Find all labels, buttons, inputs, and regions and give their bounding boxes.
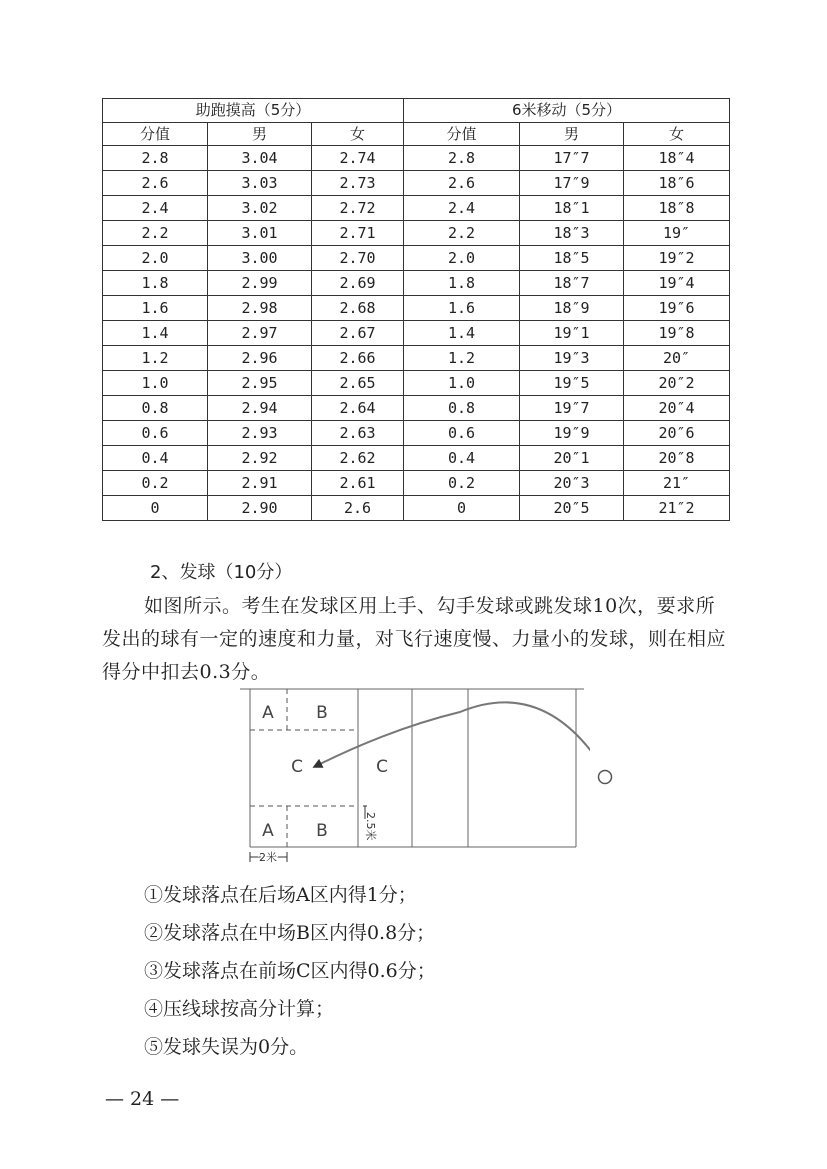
table-cell: 2.66 <box>312 346 404 371</box>
table-cell: 0.2 <box>103 471 208 496</box>
table-cell: 2.91 <box>208 471 312 496</box>
table-cell: 2.61 <box>312 471 404 496</box>
scoring-rule: ②发球落点在中场B区内得0.8分； <box>144 922 436 944</box>
table-cell: 1.4 <box>404 321 520 346</box>
column-header: 女 <box>312 123 404 146</box>
score-table <box>102 98 730 521</box>
serve-trajectory-arrow <box>316 702 590 766</box>
table-cell: 21″2 <box>624 496 730 521</box>
dim-depth-label: 2.5米 <box>364 812 377 841</box>
table-cell: 1.4 <box>103 321 208 346</box>
table-cell: 19″3 <box>520 346 624 371</box>
table-cell: 2.8 <box>404 146 520 171</box>
zone-a-bottom-label: A <box>262 821 274 841</box>
table-cell: 2.4 <box>404 196 520 221</box>
table-cell: 18″1 <box>520 196 624 221</box>
table-cell: 19″2 <box>624 246 730 271</box>
table-row <box>103 221 730 246</box>
table-cell: 20″6 <box>624 421 730 446</box>
table-cell: 2.98 <box>208 296 312 321</box>
table-row <box>103 246 730 271</box>
zone-c-front-label: C <box>376 757 388 777</box>
table-cell: 0.4 <box>103 446 208 471</box>
table-cell: 18″8 <box>624 196 730 221</box>
table-cell: 3.02 <box>208 196 312 221</box>
table-cell: 2.71 <box>312 221 404 246</box>
page-number: — 24 — <box>105 1088 180 1110</box>
table-cell: 2.64 <box>312 396 404 421</box>
scoring-rules-list <box>144 876 436 1066</box>
table-cell: 0.8 <box>404 396 520 421</box>
table-cell: 20″3 <box>520 471 624 496</box>
scoring-rule: ③发球落点在前场C区内得0.6分； <box>144 960 436 982</box>
table-cell: 20″1 <box>520 446 624 471</box>
table-row <box>103 371 730 396</box>
table-cell: 2.69 <box>312 271 404 296</box>
table-cell: 19″7 <box>520 396 624 421</box>
table-cell: 2.94 <box>208 396 312 421</box>
table-cell: 1.6 <box>404 296 520 321</box>
table-cell: 2.72 <box>312 196 404 221</box>
table-cell: 3.01 <box>208 221 312 246</box>
table-cell: 18″3 <box>520 221 624 246</box>
table-cell: 2.68 <box>312 296 404 321</box>
table-cell: 19″4 <box>624 271 730 296</box>
table-cell: 2.70 <box>312 246 404 271</box>
zone-a-top-label: A <box>262 703 274 723</box>
table-cell: 2.6 <box>103 171 208 196</box>
zone-c-back-label: C <box>291 757 303 777</box>
table-cell: 2.62 <box>312 446 404 471</box>
table-cell: 0.2 <box>404 471 520 496</box>
group-header-6m-shuttle: 6米移动（5分） <box>404 99 730 123</box>
zone-b-bottom-label: B <box>316 821 328 841</box>
table-cell: 2.6 <box>312 496 404 521</box>
table-row <box>103 271 730 296</box>
table-cell: 1.8 <box>404 271 520 296</box>
table-cell: 21″ <box>624 471 730 496</box>
zone-b-top-label: B <box>316 703 328 723</box>
table-cell: 2.95 <box>208 371 312 396</box>
table-cell: 1.0 <box>404 371 520 396</box>
scoring-rule: ⑤发球失误为0分。 <box>144 1036 309 1058</box>
table-cell: 18″5 <box>520 246 624 271</box>
table-cell: 2.2 <box>404 221 520 246</box>
table-cell: 18″4 <box>624 146 730 171</box>
scoring-rule: ④压线球按高分计算； <box>144 998 335 1020</box>
table-cell: 1.8 <box>103 271 208 296</box>
table-row <box>103 171 730 196</box>
table-cell: 1.2 <box>404 346 520 371</box>
column-header: 男 <box>208 123 312 146</box>
table-cell: 2.67 <box>312 321 404 346</box>
table-cell: 20″8 <box>624 446 730 471</box>
table-cell: 1.6 <box>103 296 208 321</box>
table-cell: 20″2 <box>624 371 730 396</box>
column-header: 女 <box>624 123 730 146</box>
table-cell: 0 <box>103 496 208 521</box>
table-cell: 19″ <box>624 221 730 246</box>
group-header-approach-jump: 助跑摸高（5分） <box>103 99 404 123</box>
column-header: 分值 <box>103 123 208 146</box>
table-cell: 0 <box>404 496 520 521</box>
table-cell: 3.00 <box>208 246 312 271</box>
table-cell: 19″1 <box>520 321 624 346</box>
table-row <box>103 446 730 471</box>
table-cell: 2.92 <box>208 446 312 471</box>
table-cell: 19″8 <box>624 321 730 346</box>
table-row <box>103 296 730 321</box>
table-cell: 0.4 <box>404 446 520 471</box>
table-cell: 2.4 <box>103 196 208 221</box>
table-row <box>103 321 730 346</box>
table-cell: 2.97 <box>208 321 312 346</box>
table-cell: 18″6 <box>624 171 730 196</box>
table-cell: 1.2 <box>103 346 208 371</box>
table-cell: 2.63 <box>312 421 404 446</box>
table-cell: 0.6 <box>103 421 208 446</box>
table-cell: 2.99 <box>208 271 312 296</box>
table-cell: 2.65 <box>312 371 404 396</box>
table-cell: 18″9 <box>520 296 624 321</box>
serve-description: 如图所示。考生在发球区用上手、勾手发球或跳发球10次，要求所发出的球有一定的速度和力量，对飞行速度慢、力量小的发球，则在相应得分中扣去0.3分。 <box>102 595 727 683</box>
table-row <box>103 146 730 171</box>
table-row <box>103 346 730 371</box>
table-cell: 2.90 <box>208 496 312 521</box>
table-row <box>103 496 730 521</box>
section-heading: 2、发球（10分） <box>150 562 293 583</box>
table-cell: 0.6 <box>404 421 520 446</box>
table-cell: 2.74 <box>312 146 404 171</box>
table-cell: 20″ <box>624 346 730 371</box>
table-row <box>103 471 730 496</box>
table-row <box>103 421 730 446</box>
table-cell: 2.6 <box>404 171 520 196</box>
table-cell: 19″6 <box>624 296 730 321</box>
scoring-rule: ①发球落点在后场A区内得1分； <box>144 884 417 906</box>
table-cell: 2.2 <box>103 221 208 246</box>
table-cell: 2.0 <box>103 246 208 271</box>
table-cell: 17″7 <box>520 146 624 171</box>
table-cell: 3.04 <box>208 146 312 171</box>
table-row <box>103 196 730 221</box>
table-cell: 20″5 <box>520 496 624 521</box>
table-cell: 17″9 <box>520 171 624 196</box>
table-cell: 19″5 <box>520 371 624 396</box>
table-cell: 2.93 <box>208 421 312 446</box>
table-cell: 3.03 <box>208 171 312 196</box>
table-cell: 0.8 <box>103 396 208 421</box>
serve-court-diagram <box>240 684 590 866</box>
table-cell: 2.96 <box>208 346 312 371</box>
table-cell: 1.0 <box>103 371 208 396</box>
column-header: 男 <box>520 123 624 146</box>
server-ball-icon <box>590 764 620 790</box>
table-row <box>103 396 730 421</box>
table-cell: 2.8 <box>103 146 208 171</box>
table-cell: 2.0 <box>404 246 520 271</box>
dim-width-label: 2米 <box>259 851 277 864</box>
column-header: 分值 <box>404 123 520 146</box>
table-cell: 19″9 <box>520 421 624 446</box>
table-cell: 2.73 <box>312 171 404 196</box>
table-cell: 18″7 <box>520 271 624 296</box>
table-cell: 20″4 <box>624 396 730 421</box>
